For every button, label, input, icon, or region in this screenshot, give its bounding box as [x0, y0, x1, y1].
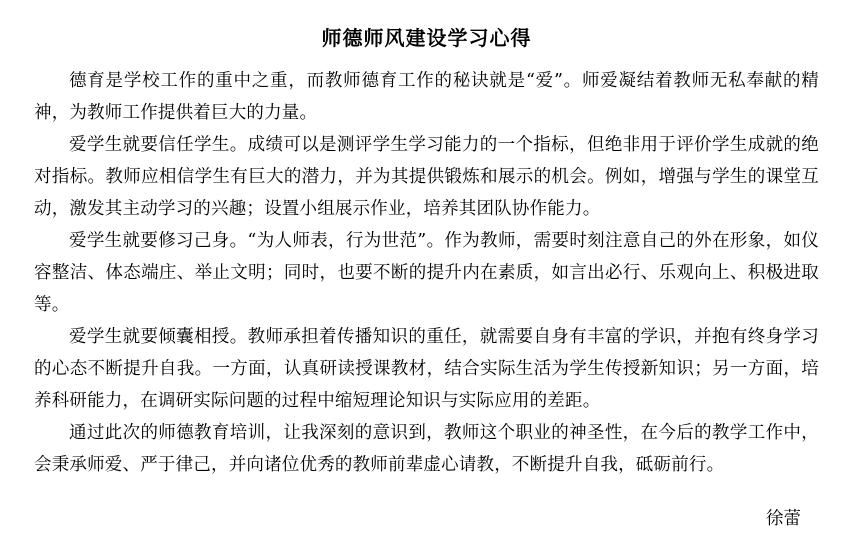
signature: 徐蕾 — [766, 509, 801, 529]
paragraph-2: 爱学生就要信任学生。成绩可以是测评学生学习能力的一个指标，但绝非用于评价学生成就的绝对指标。教师应相信学生有巨大的潜力，并为其提供锻炼和展示的机会。例如，增强与学生的课堂互动，激发其主动学习的兴趣；设置小组展示作业，培养其团队协作能力。 — [34, 135, 819, 219]
paragraph-1: 德育是学校工作的重中之重，而教师德育工作的秘诀就是“爱”。师爱凝结着教师无私奉献的精神，为教师工作提供着巨大的力量。 — [34, 71, 819, 123]
paragraph-4: 爱学生就要倾囊相授。教师承担着传播知识的重任，就需要自身有丰富的学识，并抱有终身学习的心态不断提升自我。一方面，认真研读授课教材，结合实际生活为学生传授新知识；另一方面，培养科研能力，在调研实际问题的过程中缩短理论知识与实际应用的差距。 — [34, 327, 819, 411]
paragraph-3: 爱学生就要修习己身。“为人师表，行为世范”。作为教师，需要时刻注意自己的外在形象，如仪容整洁、体态端庄、举止文明；同时，也要不断的提升内在素质，如言出必行、乐观向上、积极进取等。 — [34, 231, 819, 315]
page-title: 师德师风建设学习心得 — [321, 26, 532, 50]
paragraph-5: 通过此次的师德教育培训，让我深刻的意识到，教师这个职业的神圣性，在今后的教学工作中，会秉承师爱、严于律己，并向诸位优秀的教师前辈虚心请教，不断提升自我，砥砺前行。 — [34, 423, 819, 475]
